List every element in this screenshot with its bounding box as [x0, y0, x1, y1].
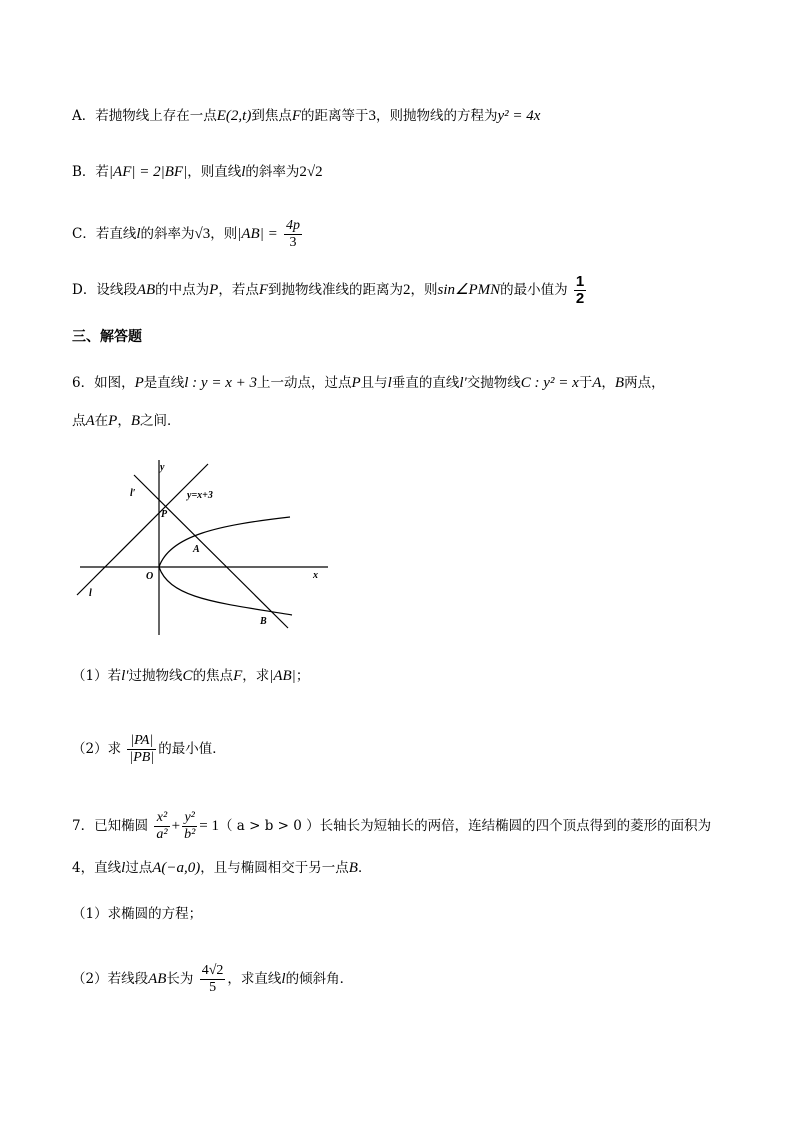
q7-sub1: （1）求椭圆的方程； — [72, 906, 203, 922]
fraction-4sqrt2-5: $\frac{4√2}{5}$ — [201, 963, 224, 995]
fraction-one-half: $\frac{1}{2}$ — [575, 273, 585, 307]
label-line-eq: y=x+3 — [187, 490, 213, 501]
section-heading: 三、解答题 — [72, 329, 142, 345]
label-p: P — [161, 509, 168, 520]
label-l-prime: l′ — [130, 488, 136, 499]
q7-line1: 7．已知椭圆 $\frac{\text{x²}}{\text{a²}}$ + $\frac{\text{y²}}{\text{b²}}$ = 1（ a > b > 0 ）长轴长为短轴长的两倍，连结椭圆的四个顶点得到的菱形的面积为 — [72, 810, 712, 842]
option-a: A．若抛物线上存在一点E(2,t)到焦点F的距离等于3，则抛物线的方程为y² = 4x — [72, 108, 541, 124]
label-y: y — [160, 462, 165, 473]
label-b: B — [260, 616, 267, 627]
q6-line1: 6．如图，P是直线l : y = x + 3上一动点，过点P且与l垂直的直线l′交抛物线C : y² = x于A，B两点， — [72, 375, 665, 391]
parabola-c-equation: C : y² = x — [520, 375, 579, 391]
point-e: E(2,t) — [216, 108, 252, 124]
slope-value: 2√2 — [299, 164, 323, 180]
fraction-pa-pb: $\frac{|PA|}{|PB|}$ — [129, 733, 155, 765]
condition-af-bf: |AF| = 2|BF| — [108, 164, 188, 180]
parabola-figure — [70, 455, 335, 640]
fraction-4p-3: $\frac{4p}{3}$ — [286, 218, 300, 250]
label-origin: O — [146, 571, 154, 582]
parabola-equation: y² = 4x — [497, 108, 541, 124]
sin-pmn: sin∠PMN — [437, 282, 501, 298]
q7-sub2: （2）若线段AB长为 $\frac{4√2}{5}$ ，求直线l的倾斜角． — [72, 963, 354, 995]
point-a: A(−a,0) — [152, 860, 201, 876]
label-l: l — [89, 588, 92, 599]
abs-ab: |AB| — [269, 668, 296, 684]
fraction-x2-a2: $\frac{\text{x²}}{\text{a²}}$ — [156, 810, 168, 842]
label-x: x — [313, 570, 318, 581]
option-b: B．若|AF| = 2|BF|，则直线l的斜率为2√2 — [72, 164, 323, 180]
q6-line2: 点A在P，B之间． — [72, 413, 181, 429]
label-a: A — [193, 544, 200, 555]
slope-value: √3 — [194, 226, 211, 242]
fraction-y2-b2: $\frac{\text{y²}}{\text{b²}}$ — [184, 810, 196, 842]
option-d: D．设线段AB的中点为P，若点F到抛物线准线的距离为2，则sin∠PMN的最小值为 $\frac{1}{2}$ — [72, 273, 585, 307]
q6-sub1: （1）若l′过抛物线C的焦点F，求|AB|； — [72, 668, 310, 684]
q6-sub2: （2）求 $\frac{|PA|}{|PB|}$ 的最小值． — [72, 733, 226, 765]
option-c: C．若直线l的斜率为√3，则|AB| = $\frac{4p}{3}$ — [72, 218, 300, 250]
line-l-equation: l : y = x + 3 — [184, 375, 257, 391]
q7-line2: 4，直线l过点A(−a,0)，且与椭圆相交于另一点B． — [72, 860, 372, 876]
